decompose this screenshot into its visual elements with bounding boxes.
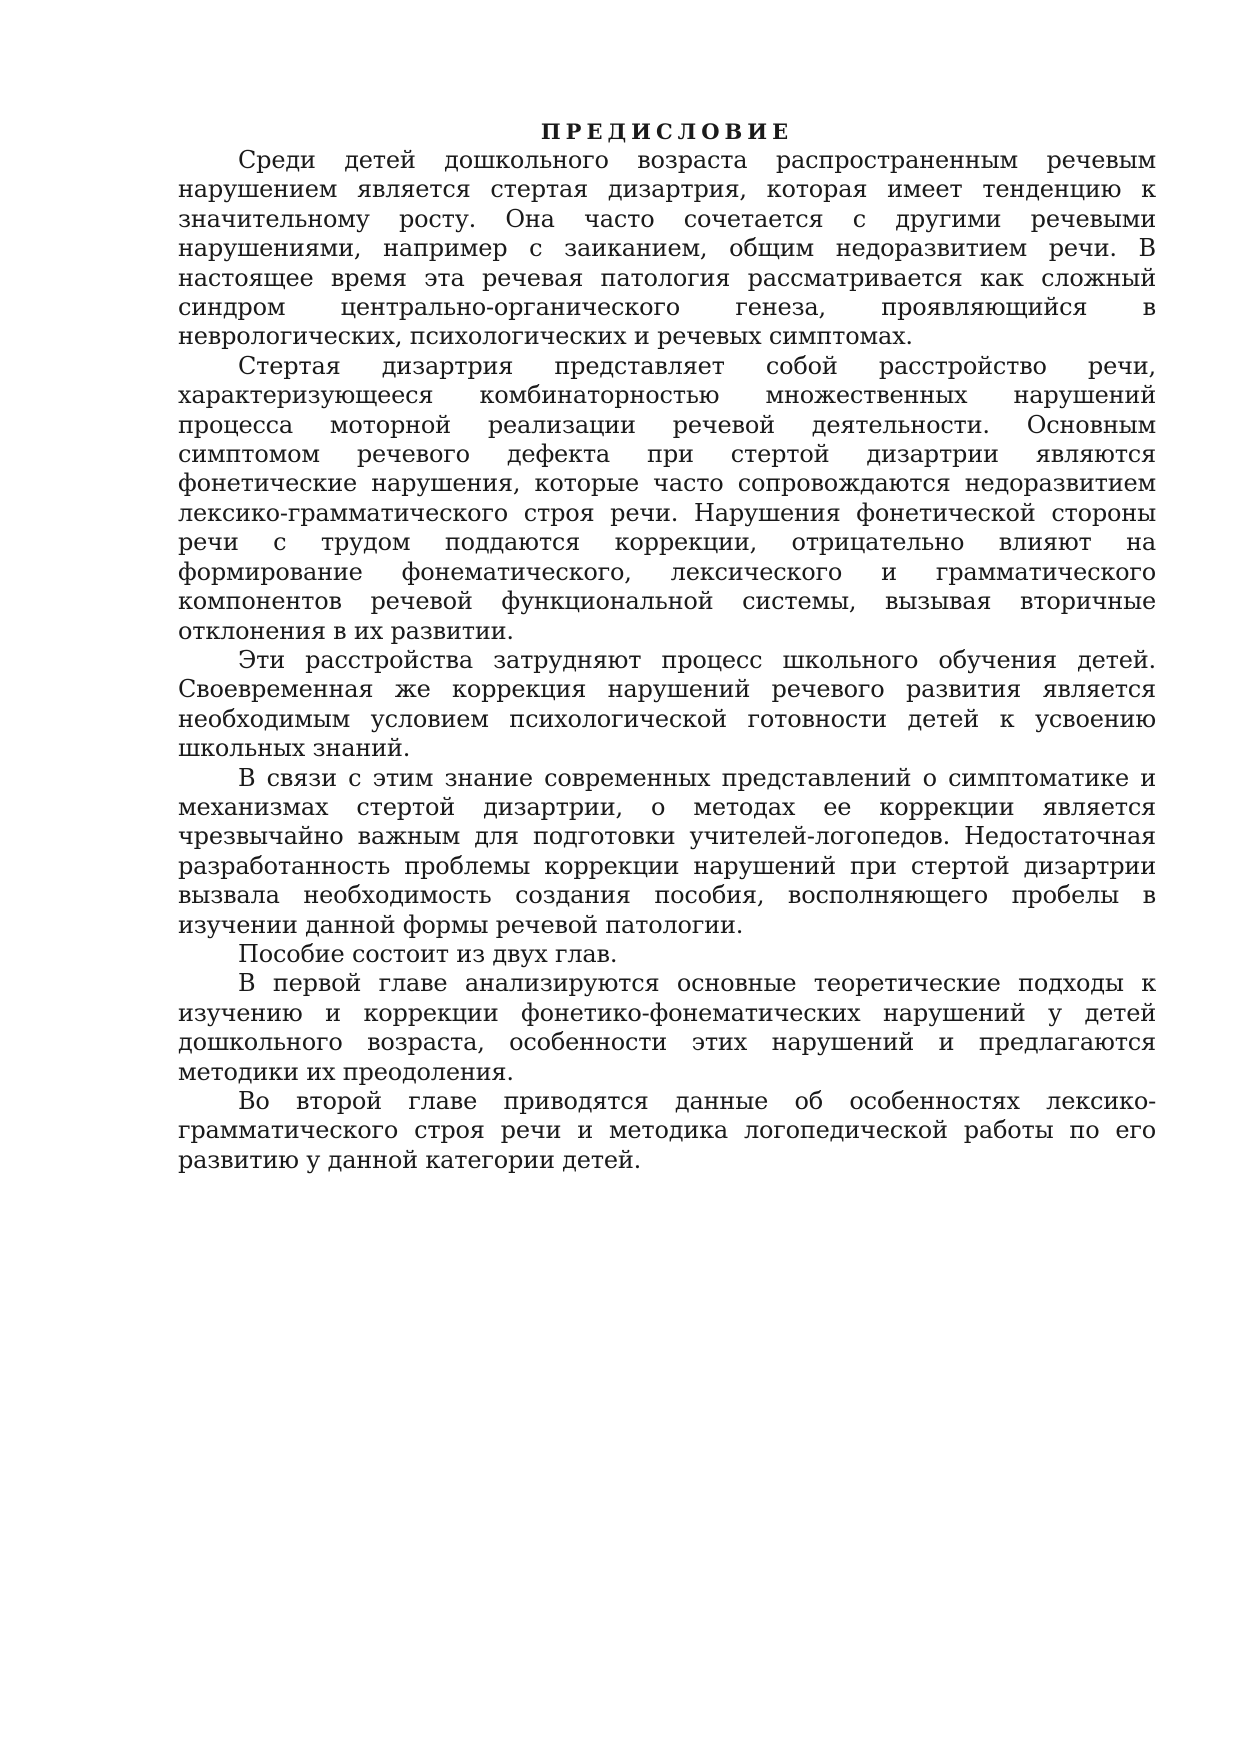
page-title: ПРЕДИСЛОВИЕ <box>540 119 794 144</box>
paragraph-6: В первой главе анализируются основные теоретические подходы к изучению и коррекции фонетико-фонематических нарушений у детей дошкольного возраста, особенности этих нарушений и предлагаются методики их преодоления. <box>178 969 1156 1086</box>
paragraph-2: Стертая дизартрия представляет собой расстройство речи, характеризующееся комбинаторностью множественных нарушений процесса моторной реализации речевой деятельности. Основным симптомом речевого дефекта при стертой дизартрии являются фонетические нарушения, которые часто сопровождаются недоразвитием лексико-грамматического строя речи. Нарушения фонетической стороны речи с трудом поддаются коррекции, отрицательно влияют на формирование фонематического, лексического и грамматического компонентов речевой функциональной системы, вызывая вторичные отклонения в их развитии. <box>178 351 1156 645</box>
paragraph-5: Пособие состоит из двух глав. <box>238 939 618 968</box>
document-body <box>178 118 1156 1175</box>
paragraph-3: Эти расстройства затрудняют процесс школьного обучения детей. Своевременная же коррекция нарушений речевого развития является необходимым условием психологической готовности детей к усвоению школьных знаний. <box>178 645 1156 763</box>
paragraph-4: В связи с этим знание современных представлений о симптоматике и механизмах стертой дизартрии, о методах ее коррекции является чрезвычайно важным для подготовки учителей-логопедов. Недостаточная разработанность проблемы коррекции нарушений при стертой дизартрии вызвала необходимость создания пособия, восполняющего пробелы в изучении данной формы речевой патологии. <box>178 763 1156 939</box>
paragraph-1: Среди детей дошкольного возраста распространенным речевым нарушением является стертая дизартрия, которая имеет тенденцию к значительному росту. Она часто сочетается с другими речевыми нарушениями, например с заиканием, общим недоразвитием речи. В настоящее время эта речевая патология рассматривается как сложный синдром центрально-органического генеза, проявляющийся в неврологических, психологических и речевых симптомах. <box>178 146 1156 351</box>
paragraph-7: Во второй главе приводятся данные об особенностях лексико-грамматического строя речи и методика логопедической работы по его развитию у данной категории детей. <box>178 1087 1156 1174</box>
